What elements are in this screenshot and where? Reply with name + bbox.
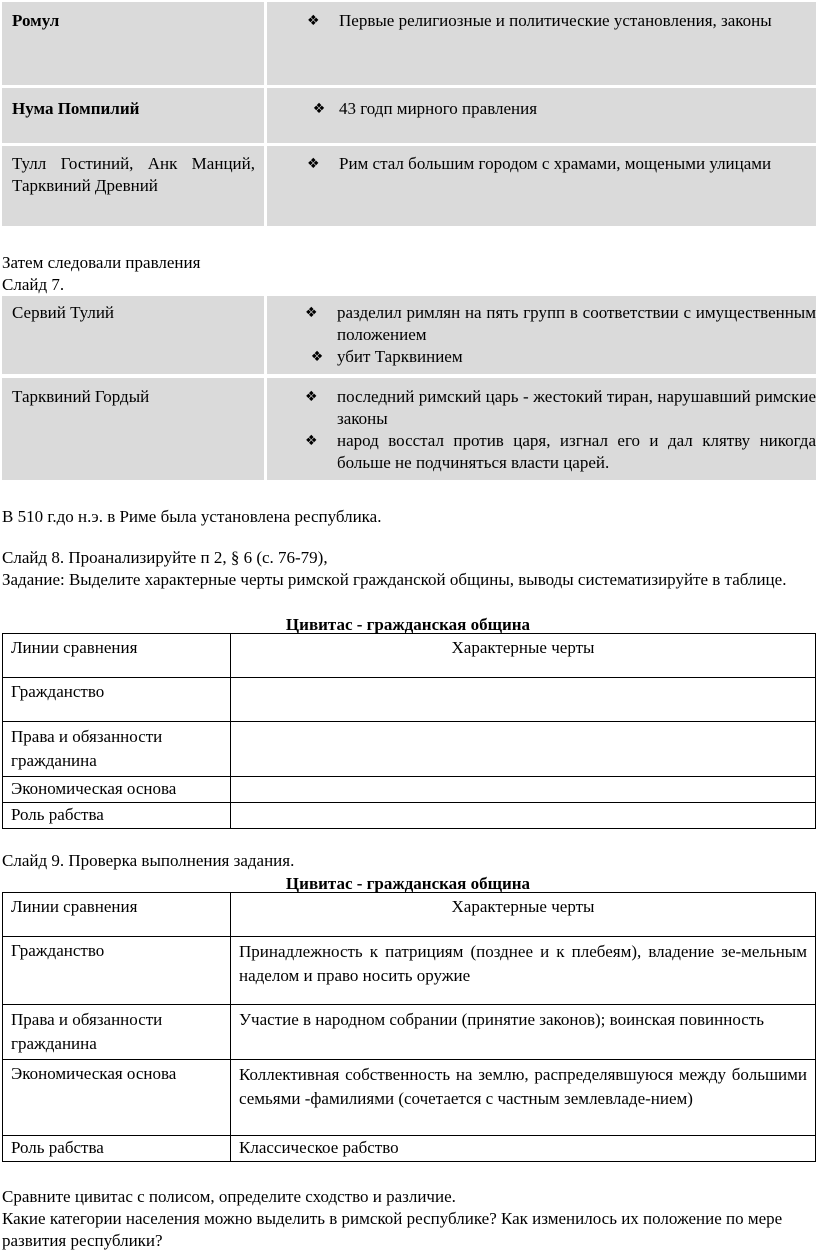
diamond-bullet-icon: ❖ bbox=[307, 13, 320, 29]
diamond-bullet-icon: ❖ bbox=[305, 305, 318, 321]
king-name: Нума Помпилий bbox=[12, 99, 140, 118]
slide-label: Слайд 7. bbox=[2, 275, 65, 294]
empty-answer-cell[interactable] bbox=[231, 678, 816, 722]
diamond-bullet-icon: ❖ bbox=[305, 433, 318, 449]
row-label: Экономическая основа bbox=[3, 777, 231, 803]
king-name: Тулл Гостиний, Анк Манций, Тарквиний Древний bbox=[12, 154, 255, 195]
table-row bbox=[3, 937, 816, 1005]
bullet-item: ❖ последний римский царь - жестокий тиран, нарушавший римские законы bbox=[305, 387, 816, 428]
task-text: Задание: Выделите характерные черты римской гражданской общины, выводы систематизируйте в таблице. bbox=[2, 570, 787, 589]
table1-name-cell bbox=[2, 2, 264, 85]
slide-label: Слайд 9. Проверка выполнения задания. bbox=[2, 851, 295, 870]
row-label: Права и обязанности гражданина bbox=[3, 722, 231, 777]
slide-label: Слайд 8. Проанализируйте п 2, § 6 (с. 76-79), bbox=[2, 548, 328, 567]
bullet-item: ❖ разделил римлян на пять групп в соответствии с имущественным положением bbox=[305, 303, 816, 344]
diamond-bullet-icon: ❖ bbox=[305, 389, 318, 405]
row-label: Экономическая основа bbox=[3, 1060, 231, 1136]
table-header-row bbox=[3, 893, 816, 937]
header-cell: Характерные черты bbox=[231, 634, 816, 678]
civitas-answer-table bbox=[2, 892, 816, 1162]
row-label: Гражданство bbox=[3, 937, 231, 1005]
header-cell: Характерные черты bbox=[231, 893, 816, 937]
table1-name-cell bbox=[2, 88, 264, 143]
table1-desc-cell bbox=[267, 146, 816, 226]
diamond-bullet-icon: ❖ bbox=[307, 156, 320, 172]
table-header-row bbox=[3, 634, 816, 678]
diamond-bullet-icon: ❖ bbox=[312, 101, 326, 117]
table-row bbox=[3, 1005, 816, 1060]
answer-cell: Коллективная собственность на землю, распределявшуюся между большими семьями -фамилиями (сочетается с частным землевладе-нием) bbox=[231, 1060, 816, 1136]
table-title: Цивитас - гражданская община bbox=[285, 874, 531, 893]
king-name: Ромул bbox=[12, 11, 60, 30]
table-row bbox=[3, 678, 816, 722]
king-name: Сервий Тулий bbox=[12, 303, 115, 322]
answer-cell: Участие в народном собрании (принятие законов); воинская повинность bbox=[231, 1005, 816, 1060]
civitas-blank-table bbox=[2, 633, 816, 829]
answer-cell: Принадлежность к патрициям (позднее и к плебеям), владение зе-мельным наделом и право носить оружие bbox=[231, 937, 816, 1005]
row-label: Роль рабства bbox=[3, 803, 231, 829]
table-row bbox=[3, 803, 816, 829]
header-cell: Линии сравнения bbox=[3, 893, 231, 937]
table2-name-cell bbox=[2, 296, 264, 374]
bullet-item: ❖ Первые религиозные и политические установления, законы bbox=[307, 11, 772, 30]
table2-desc-cell bbox=[267, 378, 816, 480]
question-text: Сравните цивитас с полисом, определите сходство и различие. bbox=[2, 1187, 456, 1206]
row-label: Роль рабства bbox=[3, 1136, 231, 1162]
row-label: Права и обязанности гражданина bbox=[3, 1005, 231, 1060]
king-name: Тарквиний Гордый bbox=[12, 387, 150, 406]
row-label: Гражданство bbox=[3, 678, 231, 722]
empty-answer-cell[interactable] bbox=[231, 722, 816, 777]
table1-name-cell bbox=[2, 146, 264, 226]
table-row bbox=[3, 1060, 816, 1136]
bullet-item: ❖ 43 годп мирного правления bbox=[307, 98, 806, 120]
header-cell: Линии сравнения bbox=[3, 634, 231, 678]
bullet-item: ❖ Рим стал большим городом с храмами, мощеными улицами bbox=[307, 154, 772, 173]
table-row bbox=[3, 777, 816, 803]
table-row bbox=[3, 1136, 816, 1162]
table-title: Цивитас - гражданская община bbox=[285, 615, 531, 634]
table1-desc-cell bbox=[267, 2, 816, 85]
paragraph: В 510 г.до н.э. в Риме была установлена республика. bbox=[2, 507, 382, 526]
diamond-bullet-icon: ❖ bbox=[310, 349, 324, 365]
empty-answer-cell[interactable] bbox=[231, 803, 816, 829]
empty-answer-cell[interactable] bbox=[231, 777, 816, 803]
table1-desc-cell bbox=[267, 88, 816, 143]
paragraph: Затем следовали правления bbox=[2, 253, 201, 272]
bullet-item: ❖ убит Тарквинием bbox=[305, 346, 816, 368]
table-row bbox=[3, 722, 816, 777]
bullet-item: ❖ народ восстал против царя, изгнал его и дал клятву никогда больше не подчиняться власти царей. bbox=[305, 431, 816, 472]
table2-name-cell bbox=[2, 378, 264, 480]
question-text: Какие категории населения можно выделить в римской республике? Как изменилось их положение по мере развития республики? bbox=[2, 1209, 783, 1250]
table2-desc-cell bbox=[267, 296, 816, 374]
answer-cell: Классическое рабство bbox=[231, 1136, 816, 1162]
